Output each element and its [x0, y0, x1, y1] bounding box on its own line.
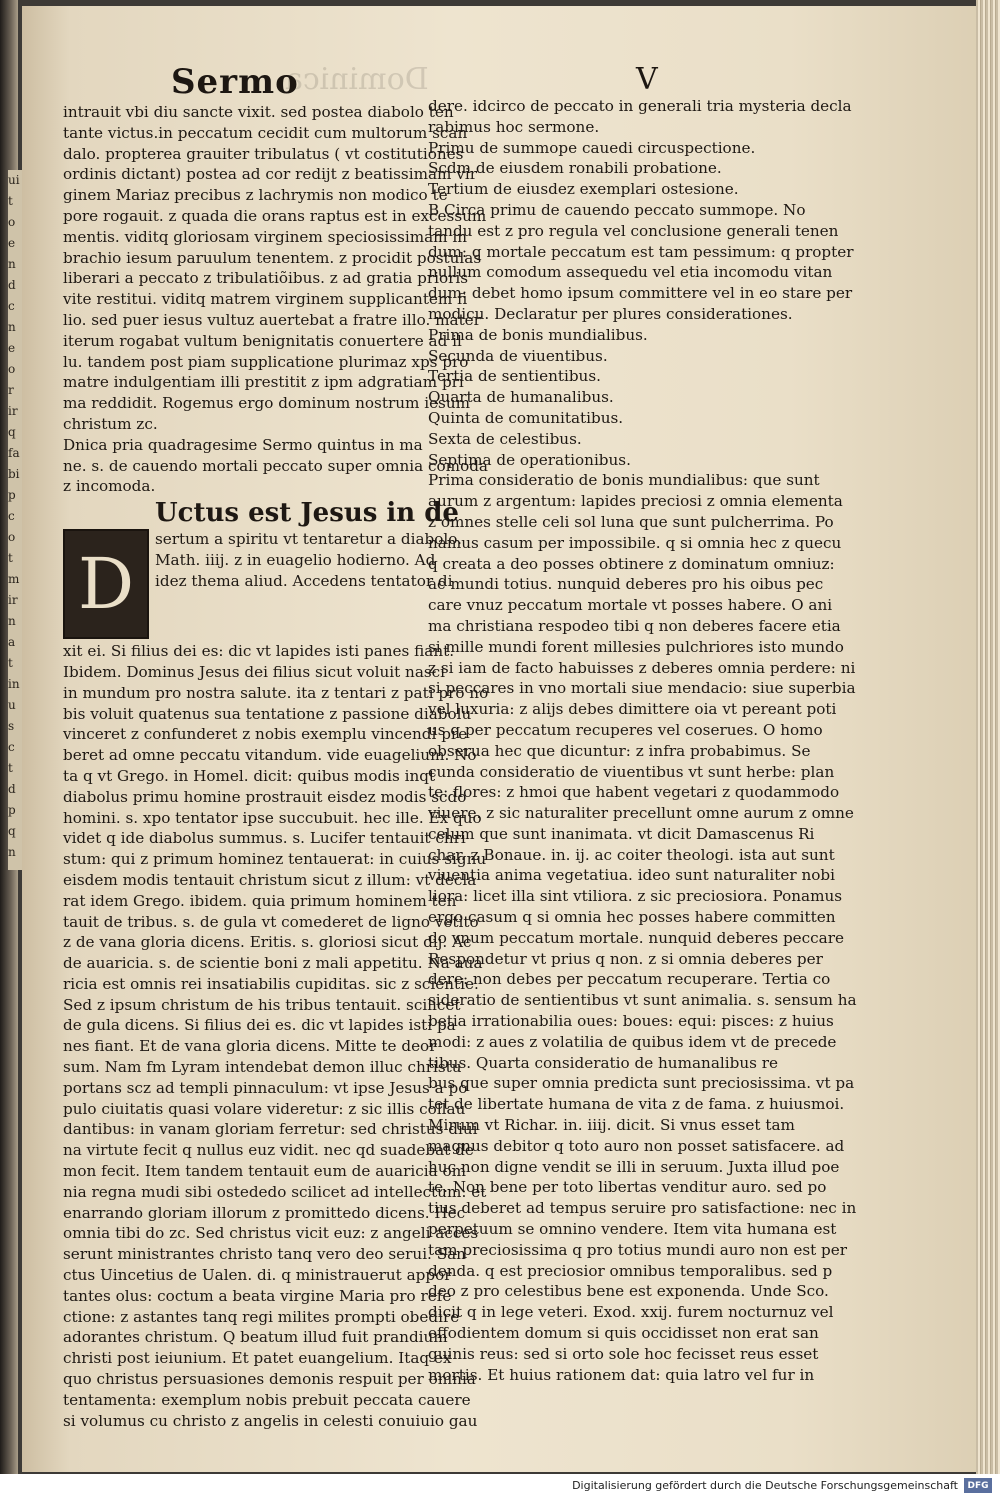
text-line: pore rogauit. z quada die orans raptus est in excessum: [63, 206, 487, 225]
margin-fragment: d: [8, 782, 16, 796]
text-line: modi: z aues z volatilia de quibus idem vt de precede: [428, 1032, 837, 1051]
margin-fragment: q: [8, 425, 16, 439]
text-line: de gula dicens. Si filius dei es. dic vt lapides isti pa: [63, 1016, 456, 1035]
text-line: ne. s. de cauendo mortali peccato super omnia comoda: [63, 456, 488, 475]
margin-fragment: in: [8, 677, 20, 691]
text-line: sideratio de sentientibus vt sunt animalia. s. sensum ha: [428, 991, 857, 1010]
text-line: eisdem modis tentauit christum sicut z illum: vt decla: [63, 870, 477, 889]
text-line: ta q vt Grego. in Homel. dicit: quibus modis inqt: [63, 766, 436, 785]
text-line: liora: licet illa sint vtiliora. z sic preciosiora. Ponamus: [428, 887, 843, 906]
text-line: te. Non bene per toto libertas venditur auro. sed po: [428, 1178, 827, 1197]
margin-fragment: c: [8, 740, 15, 754]
initial-block: [63, 529, 462, 641]
margin-fragment: t: [8, 194, 13, 208]
text-line: Mirum vt Richar. in. iiij. dicit. Si vnus esset tam: [428, 1116, 795, 1135]
text-line: sertum a spiritu vt tentaretur a diabolo.: [155, 530, 462, 549]
text-line: q creata a deo posses obtinere z dominatum omniuz:: [428, 554, 835, 573]
text-line: beret ad omne peccatu vitandum. vide euagelium. No: [63, 746, 477, 765]
margin-fragment: n: [8, 614, 16, 628]
show-through-heading: Dominica: [285, 62, 429, 97]
margin-fragment: p: [8, 488, 16, 502]
text-line: dere: non debes per peccatum recuperare. Tertia co: [428, 970, 831, 989]
folio-number: V: [636, 62, 658, 97]
text-line: aurum z argentum: lapides preciosi z omnia elementa: [428, 492, 843, 511]
text-line: viuentia anima vegetatiua. ideo sunt naturaliter nobi: [428, 866, 835, 885]
text-line: deo z pro celestibus bene est exponenda. Unde Sco.: [428, 1282, 829, 1301]
margin-fragment: ir: [8, 593, 18, 607]
margin-fragment: t: [8, 761, 13, 775]
text-line: z incomoda.: [63, 477, 156, 496]
text-line: perpetuum se omnino vendere. Item vita humana est: [428, 1220, 837, 1239]
text-line: Math. iiij. z in euagelio hodierno. Ad: [155, 550, 436, 569]
text-line: homini. s. xpo tentator ipse succubuit. hec ille. Ex quo: [63, 808, 482, 827]
text-line: denda. q est preciosior omnibus temporalibus. sed p: [428, 1261, 833, 1280]
margin-fragment: u: [8, 698, 16, 712]
text-line: z omnes stelle celi sol luna que sunt pulcherrima. Po: [428, 512, 834, 531]
text-line: Prima consideratio de bonis mundialibus: que sunt: [428, 471, 820, 490]
margin-fragment: c: [8, 509, 15, 523]
text-line: cunda consideratio de viuentibus vt sunt herbe: plan: [428, 762, 835, 781]
text-line: Quinta de comunitatibus.: [428, 408, 624, 427]
text-line: tibus. Quarta consideratio de humanalibus re: [428, 1053, 778, 1072]
text-line: ricia est omnis rei insatiabilis cupiditas. sic z scientie.: [63, 974, 479, 993]
text-line: effodientem domum si quis occidisset non erat san: [428, 1324, 819, 1343]
margin-fragment: t: [8, 551, 13, 565]
text-line: tandu est z pro regula vel conclusione generali tenen: [428, 221, 839, 240]
text-line: modicu. Declaratur per plures considerationes.: [428, 304, 793, 323]
running-head: Sermo: [171, 62, 299, 102]
text-line: nes fiant. Et de vana gloria dicens. Mitte te deor: [63, 1037, 437, 1056]
text-line: Septima de operationibus.: [428, 450, 631, 469]
margin-fragment: q: [8, 824, 16, 838]
text-line: na virtute fecit q nullus euz vidit. nec qd suadebat de: [63, 1141, 474, 1160]
text-line: ma reddidit. Rogemus ergo dominum nostrum iesum: [63, 394, 471, 413]
text-line: Secunda de viuentibus.: [428, 346, 608, 365]
sermon-title-line: Uctus est Jesus in de: [155, 498, 459, 529]
text-line: christum zc.: [63, 414, 158, 433]
text-line: char. z Bonaue. in. ij. ac coiter theologi. ista aut sunt: [428, 845, 835, 864]
dfg-logo: DFG: [964, 1478, 992, 1493]
margin-fragment: s: [8, 719, 15, 733]
text-line: christi post ieiunium. Et patet euangelium. Itaq ex: [63, 1349, 452, 1368]
left-column: [63, 102, 489, 1431]
text-line: nia regna mudi sibi ostededo scilicet ad intellectum: et: [63, 1182, 487, 1201]
decorated-initial: D: [63, 529, 149, 639]
margin-fragment: a: [8, 635, 16, 649]
margin-fragment: r: [8, 383, 14, 397]
text-line: mon fecit. Item tandem tentauit eum de auaricia om: [63, 1162, 467, 1181]
text-line: ctione: z astantes tanq regi milites prompti obedire: [63, 1307, 460, 1326]
margin-fragment: m: [8, 572, 20, 586]
text-line: ctus Uincetius de Ualen. di. q ministrauerut appor: [63, 1266, 452, 1285]
text-line: videt q ide diabolus summus. s. Lucifer tentauit chri: [63, 829, 466, 848]
margin-fragment: bi: [8, 467, 20, 481]
text-line: vinceret z confunderet z nobis exemplu vincendi pre: [63, 725, 468, 744]
text-line: te: flores: z hmoi que habent vegetari z quodammodo: [428, 783, 840, 802]
text-line: tius deberet ad tempus seruire pro satisfactione: nec in: [428, 1199, 857, 1218]
text-line: vite restitui. viditq matrem virginem supplicantem fi: [63, 290, 468, 309]
text-line: quo christus persuasiones demonis respuit per omnia: [63, 1370, 476, 1389]
left-column-top-text: [63, 102, 488, 497]
funding-credit: Digitalisierung gefördert durch die Deutsche Forschungsgemeinschaft: [572, 1479, 958, 1492]
margin-fragment: d: [8, 278, 16, 292]
text-line: matre indulgentiam illi prestitit z ipm adgratiam pri: [63, 373, 464, 392]
text-line: bus que super omnia predicta sunt preciosissima. vt pa: [428, 1074, 855, 1093]
text-line: enarrando gloriam illorum z promittedo dicens. Hec: [63, 1203, 466, 1222]
text-line: diabolus primu homine prostrauit eisdez modis scdo: [63, 787, 467, 806]
margin-fragment: n: [8, 257, 16, 271]
text-line: ac mundi totius. nunquid deberes pro his oibus pec: [428, 575, 824, 594]
text-line: celum que sunt inanimata. vt dicit Damascenus Ri: [428, 824, 815, 843]
text-line: Tertium de eiusdez exemplari ostesione.: [428, 180, 739, 199]
text-line: guinis reus: sed si orto sole hoc fecisset reus esset: [428, 1344, 819, 1363]
text-line: nullum comodum assequedu vel etia incomodu vitan: [428, 263, 833, 282]
margin-fragment: c: [8, 299, 15, 313]
right-column-text: [428, 96, 857, 1385]
text-line: Tertia de sentientibus.: [428, 367, 601, 386]
text-line: de auaricia. s. de scientie boni z mali appetitu. Na aua: [63, 954, 483, 973]
text-line: mortis. Et huius rationem dat: quia latro vel fur in: [428, 1365, 815, 1384]
text-line: liberari a peccato z tribulatiõibus. z ad gratia prioris: [63, 269, 469, 288]
text-line: pulo ciuitatis quasi volare videretur: z sic illis collau: [63, 1099, 466, 1118]
text-line: do vnum peccatum mortale. nunquid deberes peccare: [428, 928, 844, 947]
text-line: huc non digne vendit se illi in seruum. Juxta illud poe: [428, 1157, 840, 1176]
text-line: Primu de summope cauedi circuspectione.: [428, 138, 756, 157]
text-line: dalo. propterea grauiter tribulatus ( vt costitutiones: [63, 144, 464, 163]
text-line: idez thema aliud. Accedens tentator di: [155, 571, 453, 590]
margin-fragment: ir: [8, 404, 18, 418]
text-line: tante victus.in peccatum cecidit cum multorum scan: [63, 123, 468, 142]
margin-fragment: n: [8, 845, 16, 859]
text-line: dantibus: in vanam gloriam ferretur: sed christus diui: [63, 1120, 478, 1139]
text-line: B Circa primu de cauendo peccato summope. No: [428, 200, 806, 219]
text-line: xit ei. Si filius dei es: dic vt lapides isti panes fiant.: [63, 642, 455, 661]
text-line: bis voluit quatenus sua tentatione z passione diabolu: [63, 704, 472, 723]
text-line: magnus debitor q toto auro non posset satisfacere. ad: [428, 1136, 845, 1155]
text-line: mentis. viditq gloriosam virginem speciosissimam in: [63, 227, 468, 246]
margin-fragment: n: [8, 320, 16, 334]
text-line: si volumus cu christo z angelis in celesti conuiuio gau: [63, 1411, 478, 1430]
text-line: tauit de tribus. s. de gula vt comederet de ligno vetito: [63, 912, 479, 931]
page-stack-edge: [976, 0, 1000, 1474]
text-line: brachio iesum paruulum tenentem. z procidit postulas: [63, 248, 482, 267]
text-line: portans scz ad templi pinnaculum: vt ipse Jesus a po: [63, 1078, 468, 1097]
text-line: si peccares in vno mortali siue mendacio: siue superbia: [428, 679, 856, 698]
text-line: Ibidem. Dominus Jesus dei filius sicut voluit nasci: [63, 662, 446, 681]
text-line: viuere. z sic naturaliter precellunt omne aurum z omne: [428, 804, 854, 823]
text-line: lio. sed puer iesus vultuz auertebat a fratre illo. mater: [63, 310, 481, 329]
footer-bar: [0, 1474, 1000, 1498]
text-line: rat idem Grego. ibidem. quia primum hominem ten: [63, 891, 457, 910]
margin-fragment: fa: [8, 446, 20, 460]
text-line: iterum rogabat vultum benignitatis conuertere ad il: [63, 331, 462, 350]
text-line: tam preciosissima q pro totius mundi auro non est per: [428, 1240, 848, 1259]
right-column: [428, 96, 857, 1385]
text-line: z de vana gloria dicens. Eritis. s. gloriosi sicut dij. Ac: [63, 933, 472, 952]
text-line: dum: debet homo ipsum committere vel in eo stare per: [428, 284, 853, 303]
text-line: tantes olus: coctum a beata virgine Maria pro refe: [63, 1286, 452, 1305]
text-line: ma christiana respodeo tibi q non deberes facere etia: [428, 616, 841, 635]
margin-fragment: o: [8, 362, 16, 376]
left-column-bottom-text: [63, 641, 489, 1431]
margin-fragment: e: [8, 236, 16, 250]
text-line: si mille mundi forent millesies pulchriores isto mundo: [428, 637, 844, 656]
text-line: ergo casum q si omnia hec posses habere committen: [428, 908, 836, 927]
lines-beside-initial: [155, 529, 462, 591]
text-line: obserua hec que dicuntur: z infra probabimus. Se: [428, 741, 811, 760]
text-line: Sexta de celestibus.: [428, 429, 582, 448]
text-line: z si iam de facto habuisses z deberes omnia perdere: ni: [428, 658, 856, 677]
text-line: vel luxuria: z alijs debes dimittere oia vt pereant poti: [428, 700, 837, 719]
margin-fragment: ui: [8, 173, 20, 187]
text-line: Quarta de humanalibus.: [428, 388, 614, 407]
text-line: dum: q mortale peccatum est tam pessimum: q propter: [428, 242, 854, 261]
text-line: ordinis dictant) postea ad cor redijt z beatissimam vir: [63, 165, 477, 184]
text-line: in mundum pro nostra salute. ita z tentari z pati pro no: [63, 683, 489, 702]
text-line: sum. Nam fm Lyram intendebat demon illuc christu: [63, 1058, 462, 1077]
text-line: betia irrationabilia oues: boues: equi: pisces: z huius: [428, 1012, 834, 1031]
text-line: lu. tandem post piam supplicatione plurimaz xps pro: [63, 352, 469, 371]
text-line: namus casum per impossibile. q si omnia hec z quecu: [428, 533, 842, 552]
text-line: intrauit vbi diu sancte vixit. sed postea diabolo ten: [63, 103, 454, 121]
text-line: tentamenta: exemplum nobis prebuit peccata cauere: [63, 1390, 471, 1409]
text-line: omnia tibi do zc. Sed christus vicit euz: z angeli acces: [63, 1224, 479, 1243]
text-line: Prima de bonis mundialibus.: [428, 325, 648, 344]
text-line: us q per peccatum recuperes vel coserues. O homo: [428, 720, 823, 739]
margin-fragment: p: [8, 803, 16, 817]
margin-fragment: e: [8, 341, 16, 355]
text-line: dicit q in lege veteri. Exod. xxij. furem nocturnuz vel: [428, 1303, 834, 1322]
text-line: rabimus hoc sermone.: [428, 117, 600, 136]
text-line: adorantes christum. Q beatum illud fuit prandium: [63, 1328, 448, 1347]
margin-fragment: o: [8, 215, 16, 229]
text-line: Respondetur vt prius q non. z si omnia deberes per: [428, 949, 823, 968]
text-line: stum: qui z primum hominez tentauerat: in cuius signu: [63, 850, 487, 869]
text-line: ginem Mariaz precibus z lachrymis non modico te: [63, 186, 448, 205]
text-line: Dnica pria quadragesime Sermo quintus in ma: [63, 435, 423, 454]
text-line: Sed z ipsum christum de his tribus tentauit. scilicet: [63, 995, 461, 1014]
text-line: tet de libertate humana de vita z de fama. z huiusmoi.: [428, 1095, 845, 1114]
margin-fragment: t: [8, 656, 13, 670]
text-line: care vnuz peccatum mortale vt posses habere. O ani: [428, 596, 833, 615]
text-line: Scdm de eiusdem ronabili probatione.: [428, 159, 722, 178]
text-line: serunt ministrantes christo tanq vero deo serui. San: [63, 1245, 466, 1264]
text-line: dere. idcirco de peccato in generali tria mysteria decla: [428, 97, 852, 115]
margin-fragment: o: [8, 530, 16, 544]
